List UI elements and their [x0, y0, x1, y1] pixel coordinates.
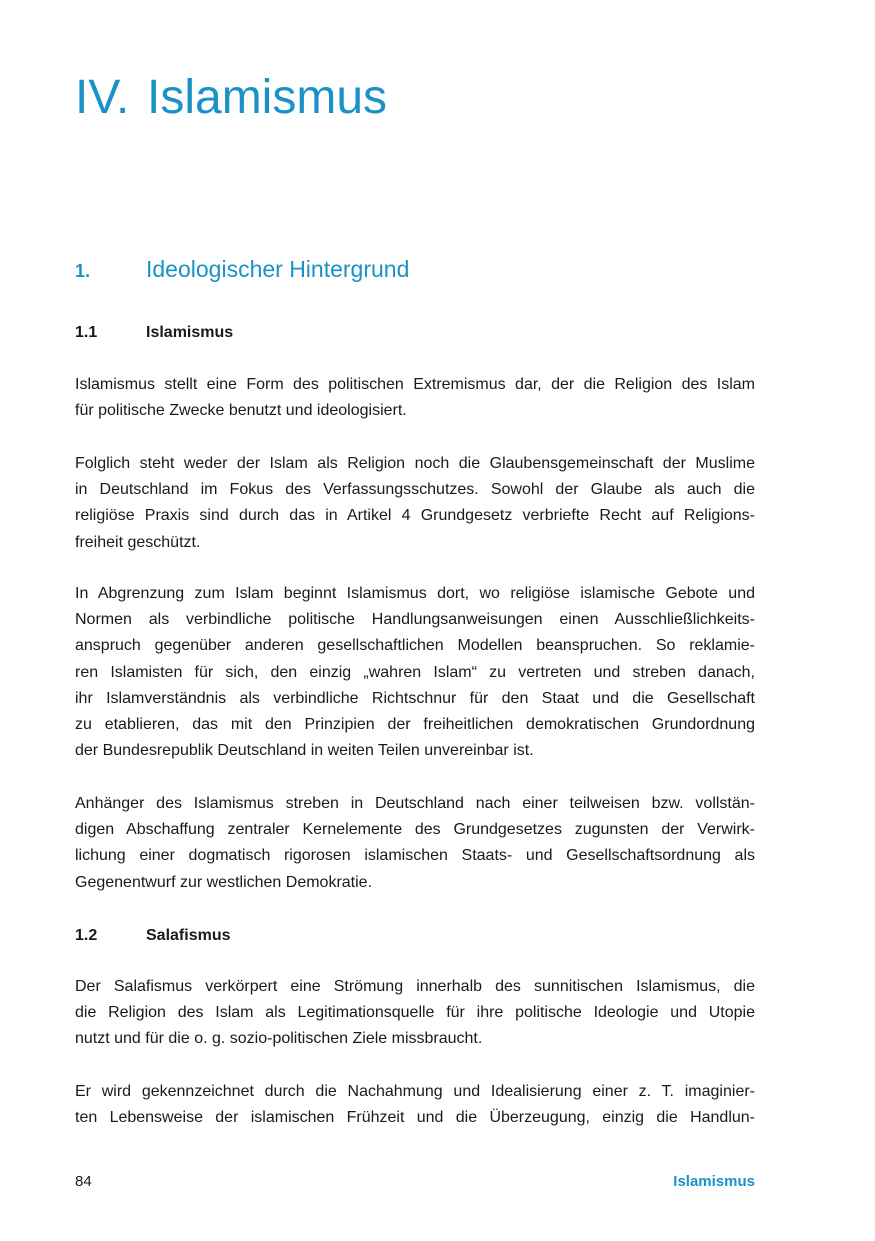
section-heading: [75, 254, 409, 286]
text-line: für politische Zwecke benutzt und ideologisiert.: [75, 402, 407, 420]
subsection-number: 1.1: [75, 324, 98, 341]
chapter-title: [75, 66, 387, 130]
text-line: die Religion des Islam als Legitimationsquelle für ihre politische Ideologie und Utopie: [75, 1004, 755, 1022]
paragraph: [75, 974, 755, 1053]
paragraph: [75, 372, 755, 424]
text-line: nutzt und für die o. g. sozio-politischen Ziele missbraucht.: [75, 1030, 483, 1048]
footer-section-name: Islamismus: [673, 1173, 755, 1190]
text-line: in Deutschland im Fokus des Verfassungsschutzes. Sowohl der Glaube als auch die: [75, 481, 755, 499]
subsection-heading-islamismus: [75, 321, 233, 345]
chapter-title-text: Islamismus: [147, 71, 388, 124]
text-line: der Bundesrepublik Deutschland in weiten Teilen unvereinbar ist.: [75, 742, 534, 760]
text-line: ten Lebensweise der islamischen Frühzeit und die Überzeugung, einzig die Handlun-: [75, 1109, 755, 1127]
text-line: Er wird gekennzeichnet durch die Nachahmung und Idealisierung einer z. T. imaginier-: [75, 1083, 755, 1100]
paragraph: [75, 581, 755, 764]
text-line: Der Salafismus verkörpert eine Strömung innerhalb des sunnitischen Islamismus, die: [75, 978, 755, 995]
text-line: freiheit geschützt.: [75, 533, 201, 551]
text-line: zu etablieren, das mit den Prinzipien der freiheitlichen demokratischen Grundordnung: [75, 716, 755, 734]
footer-page-number: 84: [75, 1173, 92, 1190]
text-line: In Abgrenzung zum Islam beginnt Islamismus dort, wo religiöse islamische Gebote und: [75, 585, 755, 602]
subsection-number: 1.2: [75, 927, 98, 944]
chapter-number: IV.: [75, 71, 130, 124]
paragraph: [75, 791, 755, 896]
section-number: 1.: [75, 261, 91, 281]
text-line: ren Islamisten für sich, den einzig „wahren Islam“ zu vertreten und streben danach,: [75, 663, 755, 681]
text-line: digen Abschaffung zentraler Kernelemente des Grundgesetzes zugunsten der Verwirk-: [75, 821, 755, 839]
text-line: anspruch gegenüber anderen gesellschaftlichen Modellen beanspruchen. So reklamie-: [75, 637, 755, 655]
text-line: Islamismus stellt eine Form des politischen Extremismus dar, der die Religion des Islam: [75, 376, 755, 393]
subsection-title: Salafismus: [146, 927, 231, 944]
subsection-title: Islamismus: [146, 324, 234, 341]
paragraph: [75, 451, 755, 556]
text-line: Anhänger des Islamismus streben in Deutschland nach einer teilweisen bzw. vollstän-: [75, 795, 755, 812]
text-line: Normen als verbindliche politische Handlungsanweisungen einen Ausschließlichkeits-: [75, 611, 755, 629]
text-line: ihr Islamverständnis als verbindliche Richtschnur für den Staat und die Gesellschaft: [75, 689, 755, 707]
text-line: Folglich steht weder der Islam als Religion noch die Glaubensgemeinschaft der Muslime: [75, 455, 755, 472]
section-title: Ideologischer Hintergrund: [146, 256, 410, 282]
text-line: lichung einer dogmatisch rigorosen islamischen Staats- und Gesellschaftsordnung als: [75, 847, 755, 865]
text-line: Gegenentwurf zur westlichen Demokratie.: [75, 873, 373, 891]
subsection-heading-salafismus: [75, 924, 230, 948]
paragraph: [75, 1079, 755, 1131]
text-line: religiöse Praxis sind durch das in Artikel 4 Grundgesetz verbriefte Recht auf Religions-: [75, 507, 755, 525]
